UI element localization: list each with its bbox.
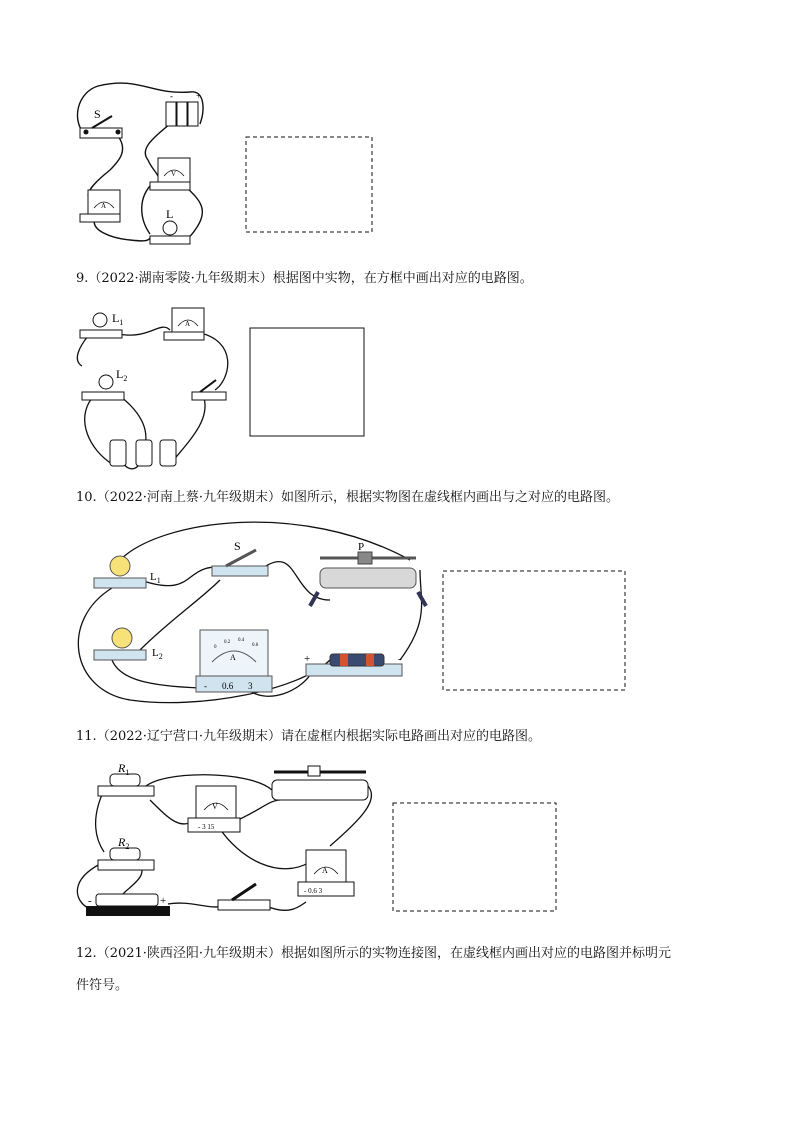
battery-3-plus: + — [304, 653, 311, 665]
voltmeter-1-symbol: V — [171, 170, 177, 178]
lamp-l2-label: $L_2$ — [116, 367, 128, 383]
ammeter-1-symbol: A — [101, 202, 107, 210]
answer-box-2[interactable] — [250, 328, 364, 436]
battery-minus: - — [170, 91, 173, 101]
question-11-number: 11. — [76, 729, 97, 744]
question-10-number: 10. — [76, 490, 97, 505]
meter-3-symbol: A — [230, 653, 236, 662]
question-12-text-1: （2021·陕西泾阳·九年级期末）根据如图所示的实物连接图，在虚线框内画出对应的电路图并标明元 — [96, 946, 672, 961]
switch-s-label: S — [94, 107, 101, 121]
slider-p-label: P — [358, 541, 365, 553]
question-11-text: （2022·辽宁营口·九年级期末）请在虚框内根据实际电路画出对应的电路图。 — [96, 729, 542, 744]
question-12-text-2: 件符号。 — [76, 978, 129, 993]
lamp-l2-label-3: $L_2$ — [152, 647, 163, 661]
question-10-text: （2022·河南上蔡·九年级期末）如图所示，根据实物图在虚线框内画出与之对应的电路图。 — [96, 490, 620, 505]
meter-3-scale-0: 0 — [214, 645, 217, 650]
meter-3-scale-1: 0.2 — [224, 640, 231, 645]
ammeter-4-terminals: - 0.6 3 — [304, 887, 323, 895]
ammeter-4-symbol: A — [322, 866, 328, 875]
question-9-number: 9. — [76, 271, 89, 286]
meter-3-scale-3: 0.6 — [252, 643, 259, 648]
battery-pack — [166, 102, 198, 126]
question-12 — [76, 941, 726, 999]
r1-label: $R_1$ — [118, 761, 130, 777]
question-12-line-1 — [76, 941, 726, 967]
meter-3-term-minus: - — [204, 681, 207, 691]
r2-label: $R_2$ — [118, 835, 130, 851]
answer-box-3[interactable] — [443, 571, 625, 690]
figure-2-circuit — [77, 308, 227, 469]
meter-3-scale-2: 0.4 — [238, 638, 245, 643]
lamp-l1-label-3: $L_1$ — [150, 571, 161, 585]
answer-box-1[interactable] — [246, 137, 372, 232]
voltmeter-4-symbol: V — [212, 802, 218, 811]
lamp-l-label: L — [166, 207, 174, 221]
question-10 — [76, 485, 726, 511]
meter-3-term-3: 3 — [248, 681, 253, 691]
ammeter-2-symbol: A — [185, 320, 191, 328]
switch-s-label-3: S — [234, 539, 241, 553]
lamp-l1-label: $L_1$ — [112, 311, 124, 327]
lamp-l — [150, 221, 190, 244]
voltmeter-4-terminals: - 3 15 — [198, 823, 215, 831]
question-11 — [76, 724, 726, 750]
question-9 — [76, 266, 726, 292]
question-9-text: （2022·湖南零陵·九年级期末）根据图中实物，在方框中画出对应的电路图。 — [88, 271, 533, 286]
battery-4-minus: - — [88, 895, 92, 907]
question-12-number: 12. — [76, 946, 97, 961]
ammeter-1 — [80, 190, 120, 222]
battery-4-plus: + — [160, 895, 167, 907]
switch-s — [80, 116, 122, 138]
answer-box-4[interactable] — [393, 803, 556, 911]
battery-plus: + — [196, 91, 202, 101]
figure-3-circuit — [78, 522, 426, 702]
meter-3-term-06: 0.6 — [222, 681, 234, 691]
battery-3-minus: - — [398, 653, 402, 665]
